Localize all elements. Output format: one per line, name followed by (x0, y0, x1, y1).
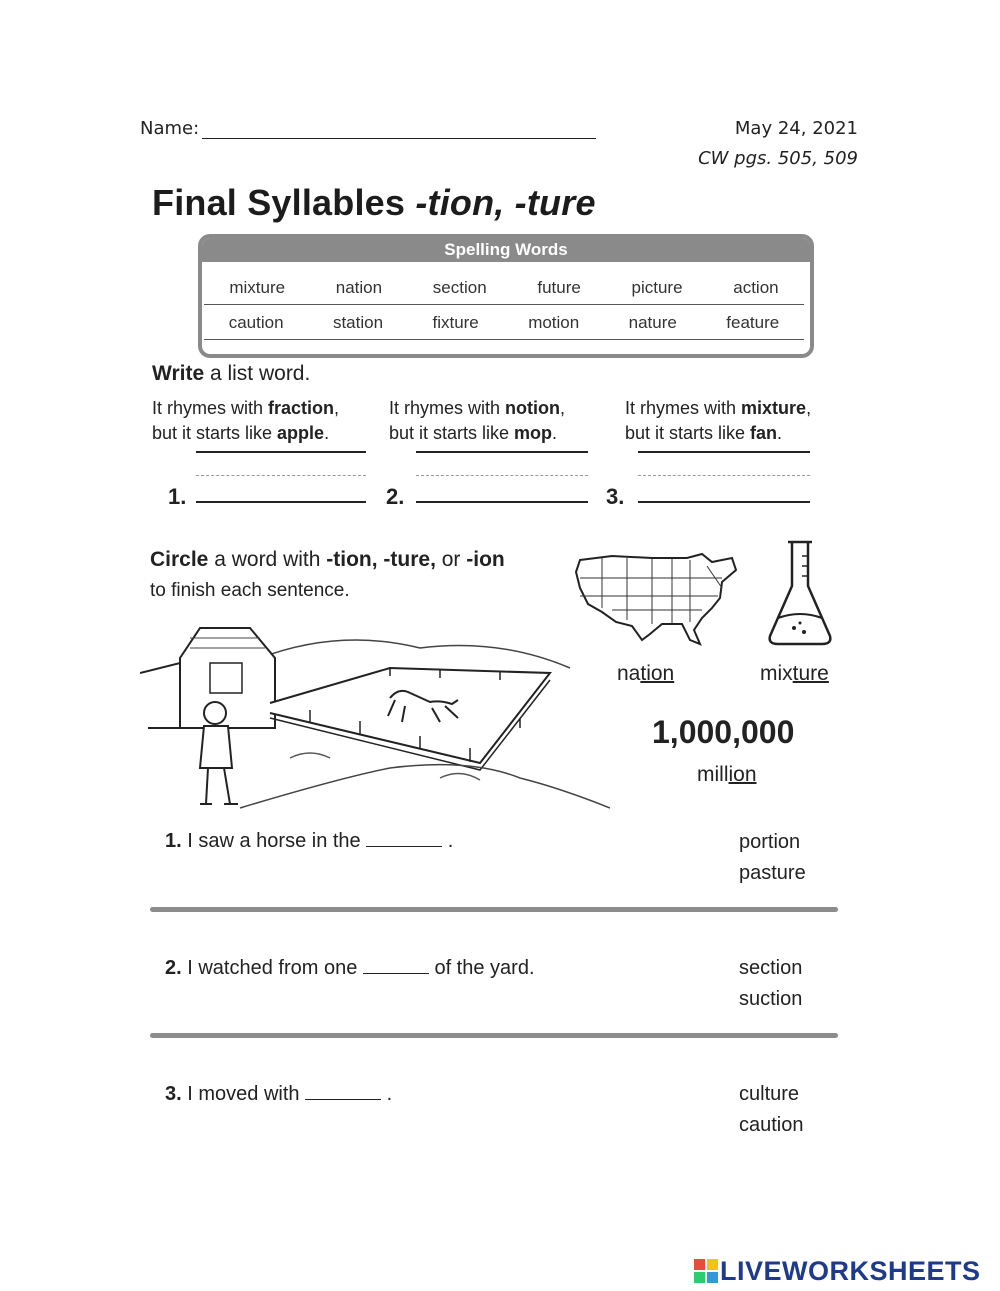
spelling-word: nature (628, 313, 677, 332)
clue-2: It rhymes with notion, but it starts like mop. (389, 398, 566, 443)
liveworksheets-logo: LIVEWORKSHEETS (694, 1256, 981, 1287)
answer-number-1: 1. (168, 484, 187, 509)
choice-word[interactable]: suction (739, 988, 803, 1010)
sentence-blank-2[interactable] (363, 972, 429, 974)
answer-number-2: 2. (386, 484, 405, 509)
choice-word[interactable]: pasture (739, 862, 806, 884)
name-label: Name: (140, 118, 200, 139)
answer-number-3: 3. (606, 484, 625, 509)
title-suffixes: -tion, -ture (415, 182, 596, 223)
choices-3 (739, 1079, 804, 1141)
sentence-1: 1. I saw a horse in the . (165, 830, 454, 852)
writing-line-2[interactable] (150, 1033, 838, 1038)
example-nation: nation (617, 662, 675, 685)
beaker-illustration (764, 538, 836, 648)
choice-word[interactable]: portion (739, 831, 801, 853)
answer-line-2[interactable] (416, 501, 588, 503)
sentence-blank-1[interactable] (366, 845, 442, 847)
spelling-word: motion (528, 313, 580, 332)
clue-3: It rhymes with mixture, but it starts like fan. (625, 398, 812, 443)
spelling-word: station (332, 313, 384, 332)
example-mixture: mixture (760, 662, 829, 685)
title-main: Final Syllables (152, 182, 416, 223)
choice-word[interactable]: culture (739, 1083, 800, 1105)
liveworksheets-icon (694, 1259, 718, 1283)
example-big-number: 1,000,000 (652, 714, 795, 750)
farm-pasture-illustration (140, 618, 610, 810)
spelling-row-1 (204, 274, 804, 305)
spelling-word: section (432, 278, 487, 297)
spelling-word: mixture (229, 278, 286, 297)
cw-pages-text: CW pgs. 505, 509 (698, 148, 858, 169)
write-heading: Write a list word. (152, 362, 311, 385)
spelling-word: fixture (432, 313, 479, 332)
spelling-words-heading: Spelling Words (202, 238, 810, 262)
sentence-3: 3. I moved with . (165, 1083, 393, 1105)
writing-line-1[interactable] (150, 907, 838, 912)
choice-word[interactable]: caution (739, 1114, 804, 1136)
choices-2 (739, 953, 802, 1015)
spelling-word: feature (726, 313, 780, 332)
date-text: May 24, 2021 (734, 118, 858, 139)
answer-line-1[interactable] (196, 501, 366, 503)
circle-heading: Circle a word with -tion, -ture, or -ion (150, 548, 505, 571)
spelling-word: action (733, 278, 779, 297)
answer-line-3[interactable] (638, 501, 810, 503)
example-million: million (697, 763, 757, 786)
spelling-word: future (537, 278, 581, 297)
choice-word[interactable]: section (739, 957, 803, 979)
spelling-row-2 (204, 309, 804, 340)
spelling-word: nation (335, 278, 383, 297)
choices-1 (739, 827, 806, 889)
spelling-word: picture (631, 278, 683, 297)
spelling-word: caution (228, 313, 284, 332)
circle-subheading: to finish each sentence. (150, 580, 350, 601)
page-title (152, 182, 596, 224)
sentence-blank-3[interactable] (305, 1098, 381, 1100)
sentence-2: 2. I watched from one of the yard. (165, 957, 535, 979)
name-input-line[interactable] (202, 138, 596, 139)
clue-1: It rhymes with fraction, but it starts like apple. (152, 398, 340, 443)
